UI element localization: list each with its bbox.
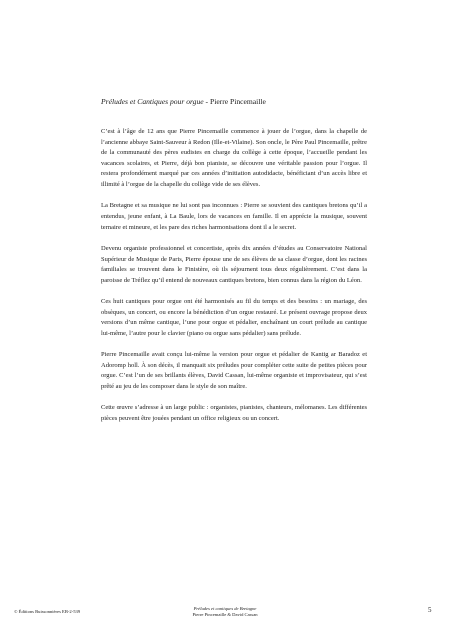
title-italic-part: Préludes et Cantiques pour orgue xyxy=(101,97,204,106)
title-author-part: - Pierre Pincemaille xyxy=(203,97,266,106)
paragraph: Ces huit cantiques pour orgue ont été harmonisés au fil du temps et des besoins : un mariage, des obsèques, un concert, ou encore la bénédiction d’un orgue restauré. Le présent ouvrage propose deux versions d’un même cantique, l’une pour orgue et pédalier, enchaînant un court prélude au cantique lui-même, l’autre pour le clavier (piano ou orgue sans pédalier) sans prélude. xyxy=(101,298,367,337)
paragraph: La Bretagne et sa musique ne lui sont pas inconnues : Pierre se souvient des cantiques bretons qu’il a entendus, jeune enfant, à La Baule, lors de vacances en famille. Il en apprécie la musique, souvent ternaire et mineure, et les pare des riches harmonisations dont il a le secret. xyxy=(101,202,367,231)
footer-work-title: Préludes et cantiques de Bretagne xyxy=(193,606,257,611)
footer-running-title xyxy=(150,606,300,618)
paragraph: C’est à l’âge de 12 ans que Pierre Pincemaille commence à jouer de l’orgue, dans la chapelle de l’ancienne abbaye Saint-Sauveur à Redon (Ille-et-Vilaine). Son oncle, le Père Paul Pincemaille, prêtre de la communauté des pères eudistes en charge du collège à cette époque, l’accueille pendant les vacances scolaires, et Pierre, déjà bon pianiste, se découvre une véritable passion pour l’orgue. Il restera profondément marqué par ces années d’initiation autodidacte, bénéficiant d’un accès libre et illimité à l’orgue de la chapelle du collège vide de ses élèves. xyxy=(101,128,367,188)
paragraph: Cette œuvre s’adresse à un large public : organistes, pianistes, chanteurs, mélomanes. Les différentes pièces peuvent être jouées pendant un office religieux ou un concert. xyxy=(101,404,367,423)
document-title xyxy=(101,97,401,107)
footer-authors: Pierre Pincemaille & David Cassan xyxy=(192,612,258,618)
page-number: 5 xyxy=(428,606,432,614)
footer-publisher: © Éditions Buissonnières EB-2-539 xyxy=(14,609,81,614)
paragraph: Devenu organiste professionnel et concertiste, après dix années d’études au Conservatoire National Supérieur de Musique de Paris, Pierre épouse une de ses élèves de sa classe d’orgue, dont les racines familiales se trouvent dans le Finistère, où ils séjournent tous deux régulièrement. C’est dans la paroisse de Tréflez qu’il entend de nouveaux cantiques bretons, bien connus dans la région du Léon. xyxy=(101,244,367,284)
body-text xyxy=(101,127,367,435)
paragraph: Pierre Pincemaille avait conçu lui-même la version pour orgue et pédalier de Kantig ar Baradoz et Adoromp holl. À son décès, il manquait six préludes pour compléter cette suite de petites pièces pour orgue. C’est l’un de ses brillants élèves, David Cassan, lui-même organiste et improvisateur, qui s’est prêté au jeu de les composer dans le style de son maître. xyxy=(101,351,367,391)
